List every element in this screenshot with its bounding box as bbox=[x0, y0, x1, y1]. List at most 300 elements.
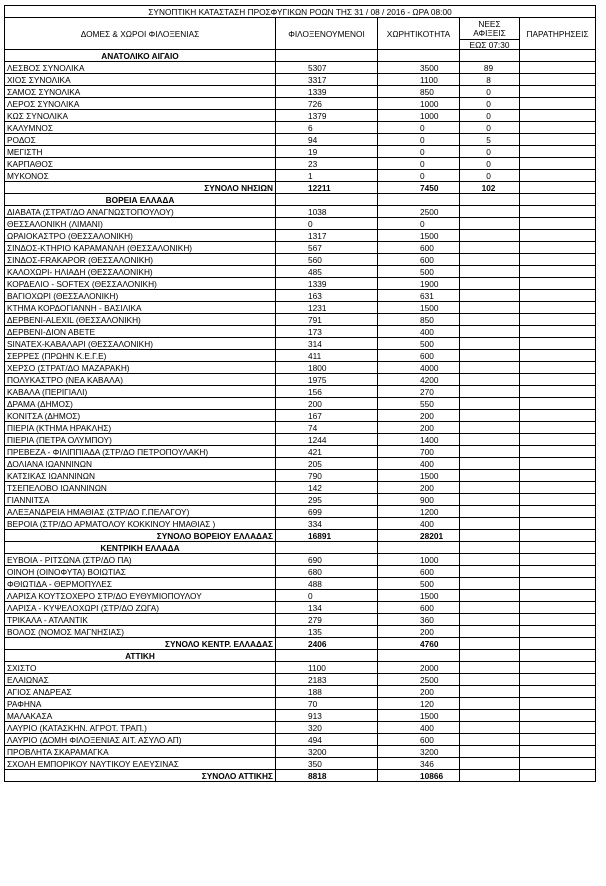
notes-cell bbox=[520, 374, 596, 386]
new-arrivals-value bbox=[460, 458, 520, 470]
facility-name: ΛΑΥΡΙΟ (ΚΑΤΑΣΚΗΝ. ΑΓΡΟΤ. ΤΡΑΠ.) bbox=[5, 722, 276, 734]
new-arrivals-value: 8 bbox=[460, 74, 520, 86]
table-row bbox=[5, 350, 596, 362]
total-hosted-value: 8818 bbox=[276, 770, 378, 782]
capacity-value: 900 bbox=[378, 494, 460, 506]
hosted-value: 699 bbox=[276, 506, 378, 518]
new-arrivals-value bbox=[460, 518, 520, 530]
table-row bbox=[5, 722, 596, 734]
notes-cell bbox=[520, 386, 596, 398]
hosted-value: 279 bbox=[276, 614, 378, 626]
notes-cell bbox=[520, 410, 596, 422]
hosted-value: 142 bbox=[276, 482, 378, 494]
notes-cell bbox=[520, 710, 596, 722]
total-hosted-value: 16891 bbox=[276, 530, 378, 542]
new-arrivals-value bbox=[460, 242, 520, 254]
new-arrivals-value bbox=[460, 470, 520, 482]
hosted-value: 1231 bbox=[276, 302, 378, 314]
table-row bbox=[5, 398, 596, 410]
notes-cell bbox=[520, 458, 596, 470]
capacity-value: 400 bbox=[378, 518, 460, 530]
hosted-value: 167 bbox=[276, 410, 378, 422]
capacity-value: 200 bbox=[378, 482, 460, 494]
notes-cell bbox=[520, 446, 596, 458]
table-row bbox=[5, 422, 596, 434]
notes-cell bbox=[520, 470, 596, 482]
table-row bbox=[5, 218, 596, 230]
table-row bbox=[5, 446, 596, 458]
new-arrivals-value bbox=[460, 386, 520, 398]
new-arrivals-value: 0 bbox=[460, 170, 520, 182]
hosted-value: 726 bbox=[276, 98, 378, 110]
facility-name: ΣΕΡΡΕΣ (ΠΡΩΗΝ Κ.Ε.Γ.Ε) bbox=[5, 350, 276, 362]
hosted-value: 19 bbox=[276, 146, 378, 158]
new-arrivals-value bbox=[460, 218, 520, 230]
facility-name: ΣΙΝΔΟΣ-FRAKAPOR (ΘΕΣΣΑΛΟΝΙΚΗ) bbox=[5, 254, 276, 266]
notes-cell bbox=[520, 422, 596, 434]
section-total-label: ΣΥΝΟΛΟ ΚΕΝΤΡ. ΕΛΛΑΔΑΣ bbox=[5, 638, 276, 650]
notes-cell bbox=[520, 242, 596, 254]
facility-name: ΕΛΑΙΩΝΑΣ bbox=[5, 674, 276, 686]
capacity-value: 1500 bbox=[378, 590, 460, 602]
hosted-value: 1339 bbox=[276, 278, 378, 290]
facility-name: ΕΥΒΟΙΑ - ΡΙΤΣΩΝΑ (ΣΤΡ/ΔΟ ΠΑ) bbox=[5, 554, 276, 566]
section-title: ΒΟΡΕΙΑ ΕΛΛΑΔΑ bbox=[5, 194, 276, 206]
table-row bbox=[5, 62, 596, 74]
hosted-value: 320 bbox=[276, 722, 378, 734]
hosted-value: 0 bbox=[276, 590, 378, 602]
empty-cell bbox=[276, 50, 378, 62]
facility-name: ΜΥΚΟΝΟΣ bbox=[5, 170, 276, 182]
table-row bbox=[5, 254, 596, 266]
capacity-value: 200 bbox=[378, 410, 460, 422]
hosted-value: 488 bbox=[276, 578, 378, 590]
notes-cell bbox=[520, 86, 596, 98]
capacity-value: 500 bbox=[378, 578, 460, 590]
facility-name: ΚΑΛΥΜΝΟΣ bbox=[5, 122, 276, 134]
table-row bbox=[5, 374, 596, 386]
capacity-value: 1000 bbox=[378, 554, 460, 566]
facility-name: ΔΕΡΒΕΝΙ-ΔΙΟΝ ΑΒΕΤΕ bbox=[5, 326, 276, 338]
notes-cell bbox=[520, 62, 596, 74]
notes-cell bbox=[520, 566, 596, 578]
table-row bbox=[5, 518, 596, 530]
hosted-value: 1244 bbox=[276, 434, 378, 446]
table-row bbox=[5, 470, 596, 482]
new-arrivals-value bbox=[460, 710, 520, 722]
capacity-value: 400 bbox=[378, 458, 460, 470]
notes-cell bbox=[520, 578, 596, 590]
notes-cell bbox=[520, 134, 596, 146]
table-row bbox=[5, 158, 596, 170]
new-arrivals-value bbox=[460, 362, 520, 374]
section-header-row bbox=[5, 50, 596, 62]
hosted-value: 74 bbox=[276, 422, 378, 434]
hosted-value: 1339 bbox=[276, 86, 378, 98]
capacity-value: 1200 bbox=[378, 506, 460, 518]
hosted-value: 790 bbox=[276, 470, 378, 482]
section-total-row bbox=[5, 182, 596, 194]
table-row bbox=[5, 290, 596, 302]
capacity-value: 500 bbox=[378, 338, 460, 350]
table-row bbox=[5, 326, 596, 338]
notes-cell bbox=[520, 602, 596, 614]
notes-cell bbox=[520, 326, 596, 338]
capacity-value: 3500 bbox=[378, 62, 460, 74]
capacity-value: 0 bbox=[378, 218, 460, 230]
total-arrivals-value: 102 bbox=[460, 182, 520, 194]
hosted-value: 913 bbox=[276, 710, 378, 722]
facility-name: ΚΩΣ ΣΥΝΟΛΙΚΑ bbox=[5, 110, 276, 122]
notes-cell bbox=[520, 146, 596, 158]
notes-cell bbox=[520, 170, 596, 182]
header-new-arrivals-line1: ΝΕΕΣ bbox=[478, 18, 501, 29]
hosted-value: 0 bbox=[276, 218, 378, 230]
table-row bbox=[5, 614, 596, 626]
capacity-value: 850 bbox=[378, 314, 460, 326]
capacity-value: 120 bbox=[378, 698, 460, 710]
table-row bbox=[5, 338, 596, 350]
section-title: ΚΕΝΤΡΙΚΗ ΕΛΛΑΔΑ bbox=[5, 542, 276, 554]
table-row bbox=[5, 266, 596, 278]
total-hosted-value: 12211 bbox=[276, 182, 378, 194]
section-total-row bbox=[5, 530, 596, 542]
table-row bbox=[5, 554, 596, 566]
facility-name: ΛΑΥΡΙΟ (ΔΟΜΗ ΦΙΛΟΞΕΝΙΑΣ ΑΙΤ. ΑΣΥΛΟ ΑΠ) bbox=[5, 734, 276, 746]
section-title: ΑΝΑΤΟΛΙΚΟ ΑΙΓΑΙΟ bbox=[5, 50, 276, 62]
title-row bbox=[5, 6, 596, 18]
facility-name: ΠΡΕΒΕΖΑ - ΦΙΛΙΠΠΙΑΔΑ (ΣΤΡ/ΔΟ ΠΕΤΡΟΠΟΥΛΑΚΗ) bbox=[5, 446, 276, 458]
facility-name: ΛΑΡΙΣΑ - ΚΥΨΕΛΟΧΩΡΙ (ΣΤΡ/ΔΟ ΖΩΓΑ) bbox=[5, 602, 276, 614]
new-arrivals-value: 5 bbox=[460, 134, 520, 146]
capacity-value: 0 bbox=[378, 158, 460, 170]
table-row bbox=[5, 734, 596, 746]
notes-cell bbox=[520, 254, 596, 266]
section-header-row bbox=[5, 542, 596, 554]
table-row bbox=[5, 758, 596, 770]
table-row bbox=[5, 98, 596, 110]
facility-name: ΓΙΑΝΝΙΤΣΑ bbox=[5, 494, 276, 506]
capacity-value: 500 bbox=[378, 266, 460, 278]
capacity-value: 1500 bbox=[378, 230, 460, 242]
empty-cell bbox=[378, 194, 460, 206]
section-title: ΑΤΤΙΚΗ bbox=[5, 650, 276, 662]
capacity-value: 1500 bbox=[378, 302, 460, 314]
notes-cell bbox=[520, 770, 596, 782]
table-row bbox=[5, 230, 596, 242]
facility-name: ΣΧΙΣΤΟ bbox=[5, 662, 276, 674]
facility-name: ΒΕΡΟΙΑ (ΣΤΡ/ΔΟ ΑΡΜΑΤΟΛΟΥ ΚΟΚΚΙΝΟΥ ΗΜΑΘΙΑΣ ) bbox=[5, 518, 276, 530]
notes-cell bbox=[520, 158, 596, 170]
empty-cell bbox=[520, 50, 596, 62]
new-arrivals-value bbox=[460, 674, 520, 686]
capacity-value: 2500 bbox=[378, 206, 460, 218]
facility-name: ΧΕΡΣΟ (ΣΤΡΑΤ/ΔΟ ΜΑΖΑΡΑΚΗ) bbox=[5, 362, 276, 374]
table-row bbox=[5, 410, 596, 422]
facility-name: ΔΕΡΒΕΝΙ-ALEXIL (ΘΕΣΣΑΛΟΝΙΚΗ) bbox=[5, 314, 276, 326]
table-row bbox=[5, 278, 596, 290]
notes-cell bbox=[520, 122, 596, 134]
table-row bbox=[5, 74, 596, 86]
capacity-value: 2000 bbox=[378, 662, 460, 674]
empty-cell bbox=[520, 194, 596, 206]
facility-name: ΒΟΛΟΣ (ΝΟΜΟΣ ΜΑΓΝΗΣΙΑΣ) bbox=[5, 626, 276, 638]
facility-name: ΑΛΕΞΑΝΔΡΕΙΑ ΗΜΑΘΙΑΣ (ΣΤΡ/ΔΟ Γ.ΠΕΛΑΓΟΥ) bbox=[5, 506, 276, 518]
table-row bbox=[5, 362, 596, 374]
notes-cell bbox=[520, 494, 596, 506]
new-arrivals-value: 0 bbox=[460, 98, 520, 110]
facility-name: ΣΑΜΟΣ ΣΥΝΟΛΙΚΑ bbox=[5, 86, 276, 98]
notes-cell bbox=[520, 614, 596, 626]
table-row bbox=[5, 566, 596, 578]
new-arrivals-value bbox=[460, 302, 520, 314]
notes-cell bbox=[520, 74, 596, 86]
hosted-value: 6 bbox=[276, 122, 378, 134]
capacity-value: 400 bbox=[378, 722, 460, 734]
section-header-row bbox=[5, 650, 596, 662]
new-arrivals-value bbox=[460, 326, 520, 338]
new-arrivals-value: 0 bbox=[460, 86, 520, 98]
hosted-value: 134 bbox=[276, 602, 378, 614]
header-arrivals-time: ΕΩΣ 07:30 bbox=[460, 40, 520, 50]
hosted-value: 494 bbox=[276, 734, 378, 746]
hosted-value: 567 bbox=[276, 242, 378, 254]
hosted-value: 314 bbox=[276, 338, 378, 350]
facility-name: ΛΕΡΟΣ ΣΥΝΟΛΙΚΑ bbox=[5, 98, 276, 110]
total-capacity-value: 4760 bbox=[378, 638, 460, 650]
table-row bbox=[5, 170, 596, 182]
empty-cell bbox=[378, 542, 460, 554]
capacity-value: 1500 bbox=[378, 710, 460, 722]
hosted-value: 1800 bbox=[276, 362, 378, 374]
table-row bbox=[5, 386, 596, 398]
capacity-value: 0 bbox=[378, 134, 460, 146]
facility-name: ΡΟΔΟΣ bbox=[5, 134, 276, 146]
notes-cell bbox=[520, 482, 596, 494]
facility-name: ΠΟΛΥΚΑΣΤΡΟ (ΝΕΑ ΚΑΒΑΛΑ) bbox=[5, 374, 276, 386]
empty-cell bbox=[520, 650, 596, 662]
empty-cell bbox=[460, 542, 520, 554]
new-arrivals-value bbox=[460, 602, 520, 614]
hosted-value: 1975 bbox=[276, 374, 378, 386]
new-arrivals-value bbox=[460, 446, 520, 458]
total-hosted-value: 2406 bbox=[276, 638, 378, 650]
facility-name: ΡΑΦΗΝΑ bbox=[5, 698, 276, 710]
hosted-value: 173 bbox=[276, 326, 378, 338]
capacity-value: 346 bbox=[378, 758, 460, 770]
new-arrivals-value bbox=[460, 614, 520, 626]
facility-name: ΩΡΑΙΟΚΑΣΤΡΟ (ΘΕΣΣΑΛΟΝΙΚΗ) bbox=[5, 230, 276, 242]
facility-name: ΣΧΟΛΗ ΕΜΠΟΡΙΚΟΥ ΝΑΥΤΙΚΟΥ ΕΛΕΥΣΙΝΑΣ bbox=[5, 758, 276, 770]
facility-name: ΜΑΛΑΚΑΣΑ bbox=[5, 710, 276, 722]
table-row bbox=[5, 746, 596, 758]
facility-name: ΜΕΓΙΣΤΗ bbox=[5, 146, 276, 158]
capacity-value: 550 bbox=[378, 398, 460, 410]
notes-cell bbox=[520, 350, 596, 362]
header-new-arrivals-line2: ΑΦΙΞΕΙΣ bbox=[473, 27, 506, 38]
notes-cell bbox=[520, 662, 596, 674]
total-capacity-value: 10866 bbox=[378, 770, 460, 782]
table-row bbox=[5, 494, 596, 506]
new-arrivals-value bbox=[460, 206, 520, 218]
notes-cell bbox=[520, 722, 596, 734]
hosted-value: 3317 bbox=[276, 74, 378, 86]
capacity-value: 631 bbox=[378, 290, 460, 302]
header-notes: ΠΑΡΑΤΗΡΗΣΕΙΣ bbox=[520, 18, 596, 50]
new-arrivals-value: 0 bbox=[460, 146, 520, 158]
hosted-value: 2183 bbox=[276, 674, 378, 686]
capacity-value: 600 bbox=[378, 350, 460, 362]
total-capacity-value: 28201 bbox=[378, 530, 460, 542]
empty-cell bbox=[276, 650, 378, 662]
notes-cell bbox=[520, 206, 596, 218]
notes-cell bbox=[520, 218, 596, 230]
notes-cell bbox=[520, 182, 596, 194]
hosted-value: 411 bbox=[276, 350, 378, 362]
notes-cell bbox=[520, 110, 596, 122]
capacity-value: 850 bbox=[378, 86, 460, 98]
capacity-value: 2500 bbox=[378, 674, 460, 686]
facility-name: ΠΙΕΡΙΑ (ΠΕΤΡΑ ΟΛΥΜΠΟΥ) bbox=[5, 434, 276, 446]
new-arrivals-value bbox=[460, 578, 520, 590]
hosted-value: 350 bbox=[276, 758, 378, 770]
empty-cell bbox=[520, 542, 596, 554]
table-row bbox=[5, 590, 596, 602]
notes-cell bbox=[520, 554, 596, 566]
capacity-value: 360 bbox=[378, 614, 460, 626]
capacity-value: 400 bbox=[378, 326, 460, 338]
facility-name: ΑΓΙΟΣ ΑΝΔΡΕΑΣ bbox=[5, 686, 276, 698]
new-arrivals-value bbox=[460, 422, 520, 434]
new-arrivals-value bbox=[460, 758, 520, 770]
total-arrivals-value bbox=[460, 638, 520, 650]
notes-cell bbox=[520, 698, 596, 710]
table-row bbox=[5, 314, 596, 326]
capacity-value: 200 bbox=[378, 422, 460, 434]
capacity-value: 1500 bbox=[378, 470, 460, 482]
facility-name: ΚΟΝΙΤΣΑ (ΔΗΜΟΣ) bbox=[5, 410, 276, 422]
facility-name: ΧΙΟΣ ΣΥΝΟΛΙΚΑ bbox=[5, 74, 276, 86]
notes-cell bbox=[520, 290, 596, 302]
header-new-arrivals bbox=[460, 18, 520, 40]
notes-cell bbox=[520, 530, 596, 542]
facility-name: ΚΑΡΠΑΘΟΣ bbox=[5, 158, 276, 170]
notes-cell bbox=[520, 302, 596, 314]
notes-cell bbox=[520, 506, 596, 518]
facility-name: ΤΣΕΠΕΛΟΒΟ ΙΩΑΝΝΙΝΩΝ bbox=[5, 482, 276, 494]
table-row bbox=[5, 206, 596, 218]
facility-name: ΤΡΙΚΑΛΑ - ΑΤΛΑΝΤΙΚ bbox=[5, 614, 276, 626]
section-total-label: ΣΥΝΟΛΟ ΑΤΤΙΚΗΣ bbox=[5, 770, 276, 782]
capacity-value: 1100 bbox=[378, 74, 460, 86]
facility-name: ΛΕΣΒΟΣ ΣΥΝΟΛΙΚΑ bbox=[5, 62, 276, 74]
table-row bbox=[5, 662, 596, 674]
notes-cell bbox=[520, 686, 596, 698]
notes-cell bbox=[520, 98, 596, 110]
table-row bbox=[5, 578, 596, 590]
facility-name: ΒΑΓΙΟΧΩΡΙ (ΘΕΣΣΑΛΟΝΙΚΗ) bbox=[5, 290, 276, 302]
new-arrivals-value bbox=[460, 686, 520, 698]
table-row bbox=[5, 686, 596, 698]
facility-name: ΚΑΛΟΧΩΡΙ- ΗΛΙΑΔΗ (ΘΕΣΣΑΛΟΝΙΚΗ) bbox=[5, 266, 276, 278]
header-hosted: ΦΙΛΟΞΕΝΟΥΜΕΝΟΙ bbox=[276, 18, 378, 50]
new-arrivals-value bbox=[460, 506, 520, 518]
hosted-value: 188 bbox=[276, 686, 378, 698]
notes-cell bbox=[520, 674, 596, 686]
hosted-value: 560 bbox=[276, 254, 378, 266]
facility-name: ΘΕΣΣΑΛΟΝΙΚΗ (ΛΙΜΑΝΙ) bbox=[5, 218, 276, 230]
table-row bbox=[5, 242, 596, 254]
hosted-value: 23 bbox=[276, 158, 378, 170]
new-arrivals-value bbox=[460, 722, 520, 734]
hosted-value: 70 bbox=[276, 698, 378, 710]
table-row bbox=[5, 146, 596, 158]
notes-cell bbox=[520, 278, 596, 290]
empty-cell bbox=[276, 542, 378, 554]
section-total-row bbox=[5, 638, 596, 650]
new-arrivals-value bbox=[460, 698, 520, 710]
report-title: ΣΥΝΟΠΤΙΚΗ ΚΑΤΑΣΤΑΣΗ ΠΡΟΣΦΥΓΙΚΩΝ ΡΟΩΝ ΤΗΣ 31 / 08 / 2016 - ΩΡΑ 08:00 bbox=[5, 6, 596, 18]
hosted-value: 1379 bbox=[276, 110, 378, 122]
facility-name: ΚΑΤΣΙΚΑΣ ΙΩΑΝΝΙΝΩΝ bbox=[5, 470, 276, 482]
new-arrivals-value bbox=[460, 494, 520, 506]
capacity-value: 270 bbox=[378, 386, 460, 398]
capacity-value: 3200 bbox=[378, 746, 460, 758]
facility-name: ΦΘΙΩΤΙΔΑ - ΘΕΡΜΟΠΥΛΕΣ bbox=[5, 578, 276, 590]
total-arrivals-value bbox=[460, 770, 520, 782]
capacity-value: 200 bbox=[378, 686, 460, 698]
new-arrivals-value bbox=[460, 338, 520, 350]
empty-cell bbox=[460, 194, 520, 206]
table-row bbox=[5, 458, 596, 470]
capacity-value: 4000 bbox=[378, 362, 460, 374]
hosted-value: 1038 bbox=[276, 206, 378, 218]
total-arrivals-value bbox=[460, 530, 520, 542]
notes-cell bbox=[520, 758, 596, 770]
table-row bbox=[5, 482, 596, 494]
hosted-value: 156 bbox=[276, 386, 378, 398]
capacity-value: 1900 bbox=[378, 278, 460, 290]
capacity-value: 600 bbox=[378, 734, 460, 746]
header-row bbox=[5, 18, 596, 40]
notes-cell bbox=[520, 230, 596, 242]
hosted-value: 295 bbox=[276, 494, 378, 506]
capacity-value: 700 bbox=[378, 446, 460, 458]
new-arrivals-value bbox=[460, 254, 520, 266]
new-arrivals-value: 0 bbox=[460, 110, 520, 122]
hosted-value: 334 bbox=[276, 518, 378, 530]
capacity-value: 600 bbox=[378, 254, 460, 266]
empty-cell bbox=[460, 650, 520, 662]
notes-cell bbox=[520, 590, 596, 602]
hosted-value: 421 bbox=[276, 446, 378, 458]
notes-cell bbox=[520, 734, 596, 746]
new-arrivals-value bbox=[460, 566, 520, 578]
new-arrivals-value: 0 bbox=[460, 122, 520, 134]
facility-name: ΠΡΟΒΛΗΤΑ ΣΚΑΡΑΜΑΓΚΑ bbox=[5, 746, 276, 758]
table-row bbox=[5, 122, 596, 134]
notes-cell bbox=[520, 434, 596, 446]
hosted-value: 163 bbox=[276, 290, 378, 302]
new-arrivals-value bbox=[460, 434, 520, 446]
facility-name: ΟΙΝΟΗ (ΟΙΝΟΦΥΤΑ) ΒΟΙΩΤΙΑΣ bbox=[5, 566, 276, 578]
capacity-value: 1000 bbox=[378, 98, 460, 110]
hosted-value: 690 bbox=[276, 554, 378, 566]
table-row bbox=[5, 110, 596, 122]
total-capacity-value: 7450 bbox=[378, 182, 460, 194]
notes-cell bbox=[520, 746, 596, 758]
table-row bbox=[5, 434, 596, 446]
